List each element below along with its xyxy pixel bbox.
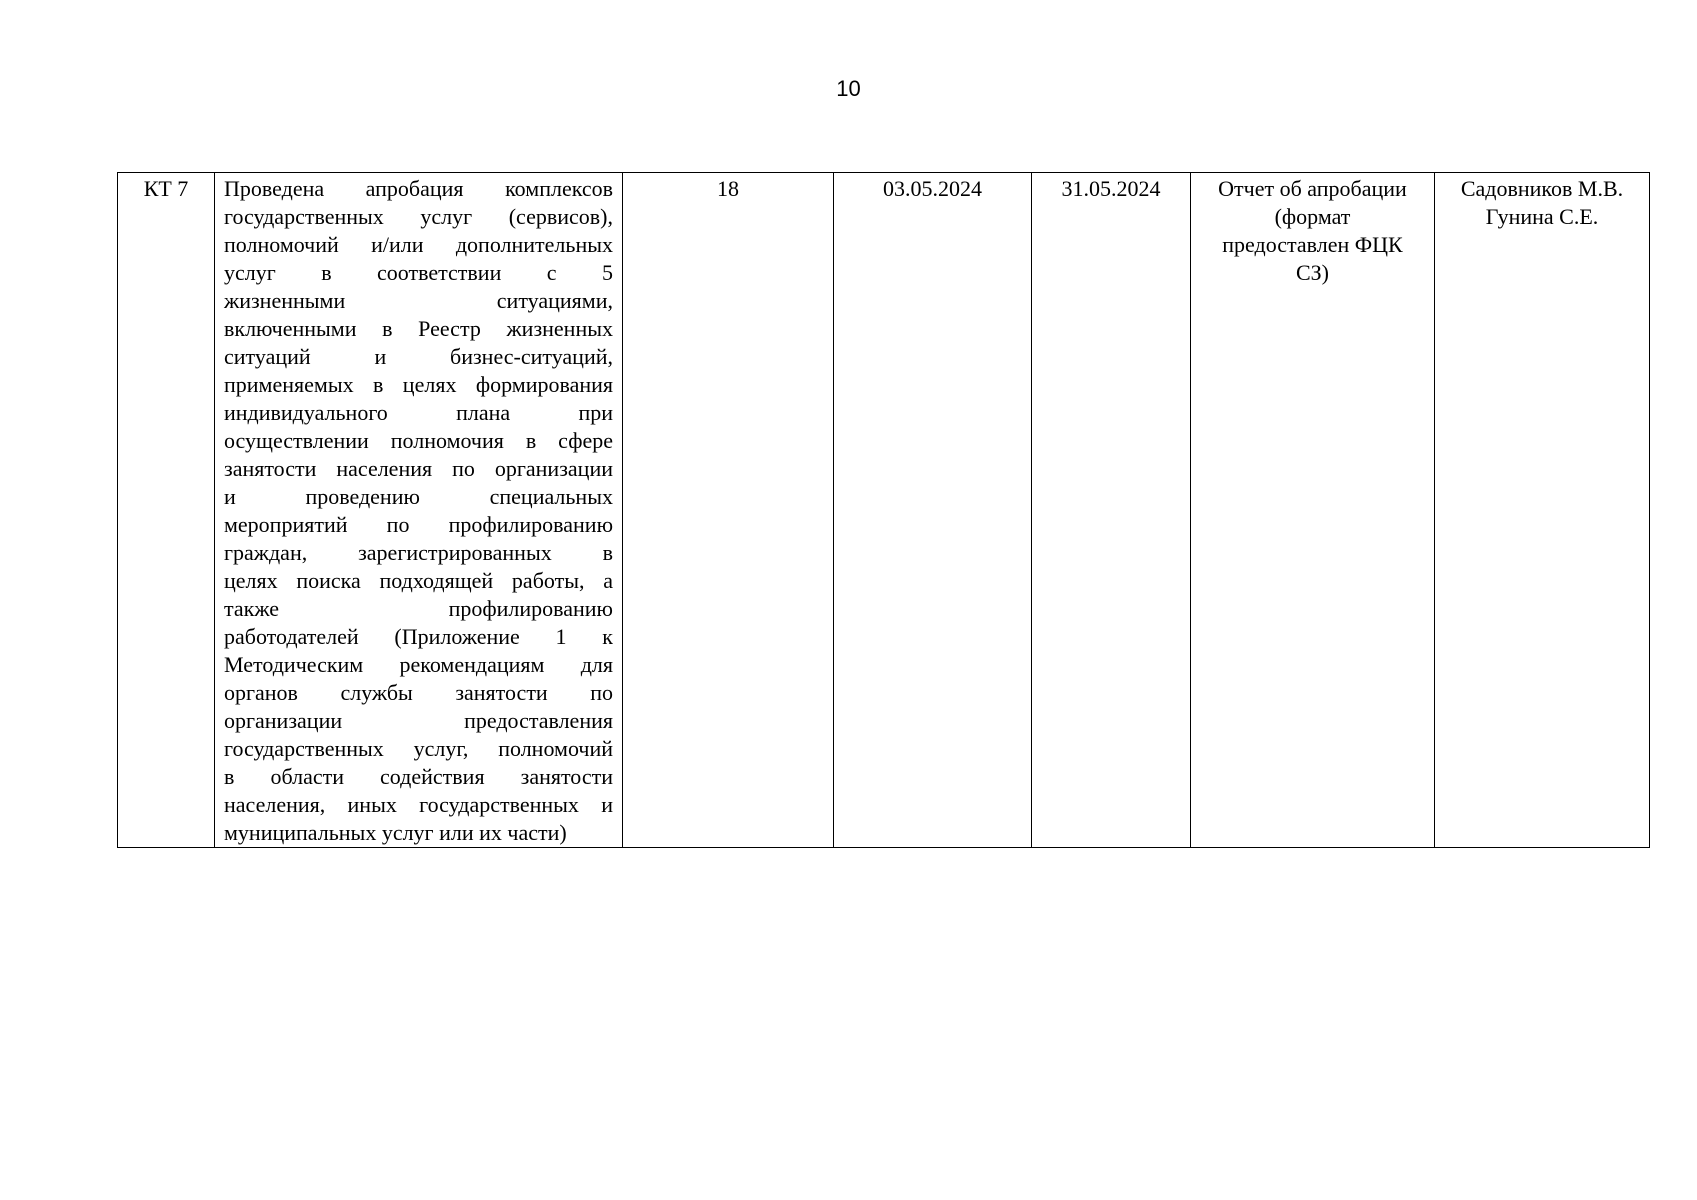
plan-table <box>117 172 1650 848</box>
description-line: включенными в Реестр жизненных <box>224 316 613 341</box>
description-line: полномочий и/или дополнительных <box>224 232 613 257</box>
responsible-cell <box>1435 173 1650 848</box>
description-line: организации предоставления <box>224 708 613 733</box>
description-line: осуществлении полномочия в сфере <box>224 428 613 453</box>
description-line: населения, иных государственных и <box>224 792 613 817</box>
result-line: (формат <box>1274 204 1351 229</box>
description-line: граждан, зарегистрированных в <box>224 540 613 565</box>
description-line: жизненными ситуациями, <box>224 288 613 313</box>
description-line: государственных услуг (сервисов), <box>224 204 613 229</box>
description-line: органов службы занятости по <box>224 680 613 705</box>
description-line: услуг в соответствии с 5 <box>224 260 613 285</box>
description-line: индивидуального плана при <box>224 400 613 425</box>
end-date-cell <box>1032 173 1191 848</box>
description-line: мероприятий по профилированию <box>224 512 613 537</box>
description-line: муниципальных услуг или их части) <box>224 820 567 845</box>
duration-cell <box>623 173 834 848</box>
page-number: 10 <box>836 76 861 101</box>
description-line: государственных услуг, полномочий <box>224 736 613 761</box>
description-line: работодателей (Приложение 1 к <box>224 624 613 649</box>
result-line: предоставлен ФЦК <box>1222 232 1403 257</box>
result-cell <box>1191 173 1435 848</box>
description-line: целях поиска подходящей работы, а <box>224 568 613 593</box>
description-line: применяемых в целях формирования <box>224 372 613 397</box>
description-line: занятости населения по организации <box>224 456 613 481</box>
checkpoint-id: КТ 7 <box>143 176 189 201</box>
table-row <box>118 173 1650 848</box>
description-cell <box>215 173 623 848</box>
start-date-cell <box>834 173 1032 848</box>
description-line: ситуаций и бизнес-ситуаций, <box>224 344 613 369</box>
checkpoint-id-cell <box>118 173 215 848</box>
description-line: Методическим рекомендациям для <box>224 652 613 677</box>
description-line: Проведена апробация комплексов <box>224 176 613 201</box>
description-line: и проведению специальных <box>224 484 613 509</box>
description-line: также профилированию <box>224 596 613 621</box>
responsible-person: Гунина С.Е. <box>1485 204 1599 229</box>
start-date-value: 03.05.2024 <box>883 176 982 201</box>
responsible-person: Садовников М.В. <box>1460 176 1624 201</box>
description-line: в области содействия занятости <box>224 764 613 789</box>
duration-value: 18 <box>717 176 739 201</box>
result-line: Отчет об апробации <box>1218 176 1407 201</box>
end-date-value: 31.05.2024 <box>1061 176 1161 201</box>
result-line: СЗ) <box>1295 260 1330 285</box>
